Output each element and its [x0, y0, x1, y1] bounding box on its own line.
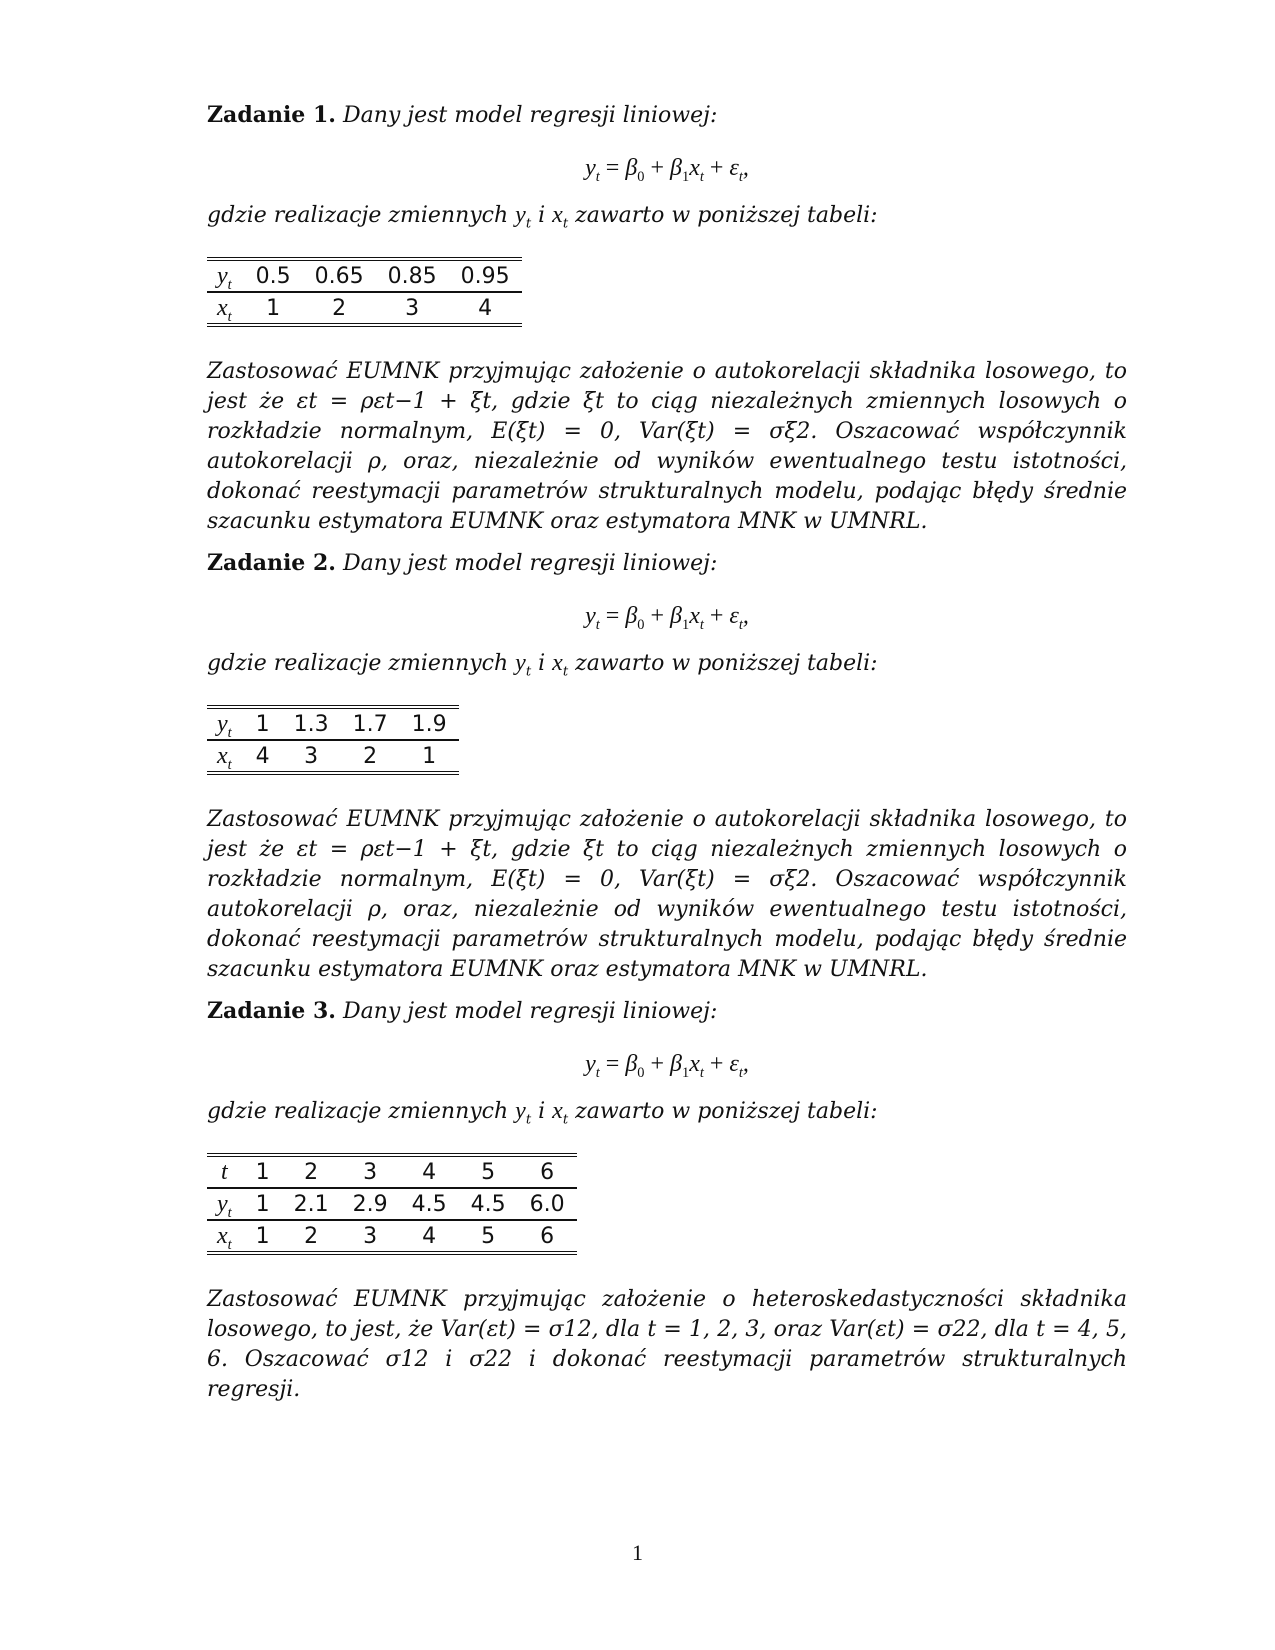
- table-cell: 4: [400, 1220, 459, 1253]
- task-intro: Dany jest model regresji liniowej:: [342, 551, 718, 576]
- row-header: $y_t$: [217, 262, 232, 293]
- table-cell: 3: [376, 292, 449, 325]
- table-cell: 3: [363, 1159, 378, 1185]
- table-cell: 1: [400, 740, 459, 773]
- task-2: [207, 548, 1127, 985]
- task-instruction: Zastosować EUMNK przyjmując założenie o heteroskedastyczności składnika losowego, to jest, że Var(εt) = σ12, dla t = 1, 2, 3, oraz Var(εt) = σ22, dla t = 4, 5, 6. Oszacować σ12 i σ22 i dokonać reestymacji parametrów strukturalnych regresji.: [207, 1287, 1127, 1402]
- table-row: [207, 259, 522, 292]
- table-row: [207, 1220, 577, 1253]
- task-3: [207, 996, 1127, 1405]
- table-row: [207, 1188, 577, 1220]
- table-cell: 1.7: [352, 711, 388, 737]
- table-row: [207, 707, 459, 740]
- table-cell: 2: [304, 1159, 319, 1185]
- row-header: $y_t$: [207, 1188, 244, 1220]
- table-cell: 1: [244, 1220, 282, 1253]
- table-cell: 2: [282, 1220, 341, 1253]
- table-row: [207, 740, 459, 773]
- table-cell: 6.0: [518, 1188, 577, 1220]
- table-cell: 1: [244, 1188, 282, 1220]
- task-heading: [207, 996, 1127, 1027]
- table-cell: 0.65: [314, 263, 364, 289]
- model-equation: $y_t = \beta_0 + \beta_1x_t + \varepsilon_t$,: [585, 603, 749, 633]
- table-cell: 4.5: [400, 1188, 459, 1220]
- table-caption: gdzie realizacje zmiennych $y_t$ i $x_t$ zawarto w poniższej tabeli:: [207, 202, 878, 232]
- table-cell: 1.3: [293, 711, 329, 737]
- table-cell: 1: [255, 1159, 270, 1185]
- task-heading: [207, 100, 1127, 131]
- task-heading: [207, 548, 1127, 579]
- table-cell: 4: [244, 740, 282, 773]
- table-cell: 0.95: [460, 263, 510, 289]
- table-cell: 2.1: [282, 1188, 341, 1220]
- table-cell: 2: [303, 292, 376, 325]
- table-cell: 4: [449, 292, 522, 325]
- table-cell: 4.5: [459, 1188, 518, 1220]
- table-cell: 2.9: [341, 1188, 400, 1220]
- table-cell: 6: [540, 1159, 555, 1185]
- model-equation: $y_t = \beta_0 + \beta_1x_t + \varepsilon_t$,: [585, 1051, 749, 1081]
- table-cell: 4: [422, 1159, 437, 1185]
- table-cell: 1.9: [411, 711, 447, 737]
- table-row: [207, 1155, 577, 1188]
- table-cell: 6: [518, 1220, 577, 1253]
- task-label: Zadanie 3.: [207, 998, 336, 1024]
- row-header: $x_t$: [207, 1220, 244, 1253]
- data-table: [207, 1153, 577, 1255]
- task-label: Zadanie 1.: [207, 102, 336, 128]
- table-cell: 0.5: [255, 263, 291, 289]
- task-instruction: Zastosować EUMNK przyjmując założenie o autokorelacji składnika losowego, to jest że εt = ρεt−1 + ξt, gdzie ξt to ciąg niezależnych zmiennych losowych o rozkładzie normalnym, E(ξt) = 0, Var(ξt) = σξ2. Oszacować współczynnik autokorelacji ρ, oraz, niezależnie od wyników ewentualnego testu istotności, dokonać reestymacji parametrów strukturalnych modelu, podając błędy średnie szacunku estymatora EUMNK oraz estymatora MNK w UMNRL.: [207, 807, 1127, 982]
- task-label: Zadanie 2.: [207, 550, 336, 576]
- page-number: 1: [632, 1540, 643, 1565]
- row-header: $x_t$: [207, 740, 244, 773]
- table-caption: gdzie realizacje zmiennych $y_t$ i $x_t$ zawarto w poniższej tabeli:: [207, 1098, 878, 1128]
- row-header: t: [220, 1158, 228, 1185]
- data-table: [207, 705, 459, 775]
- table-cell: 3: [341, 1220, 400, 1253]
- task-instruction: Zastosować EUMNK przyjmując założenie o autokorelacji składnika losowego, to jest że εt = ρεt−1 + ξt, gdzie ξt to ciąg niezależnych zmiennych losowych o rozkładzie normalnym, E(ξt) = 0, Var(ξt) = σξ2. Oszacować współczynnik autokorelacji ρ, oraz, niezależnie od wyników ewentualnego testu istotności, dokonać reestymacji parametrów strukturalnych modelu, podając błędy średnie szacunku estymatora EUMNK oraz estymatora MNK w UMNRL.: [207, 359, 1127, 534]
- table-caption: gdzie realizacje zmiennych $y_t$ i $x_t$ zawarto w poniższej tabeli:: [207, 650, 878, 680]
- table-cell: 5: [459, 1220, 518, 1253]
- data-table: [207, 257, 522, 327]
- task-intro: Dany jest model regresji liniowej:: [342, 103, 718, 128]
- row-header: $x_t$: [207, 292, 244, 325]
- task-intro: Dany jest model regresji liniowej:: [342, 999, 718, 1024]
- table-row: [207, 292, 522, 325]
- task-1: [207, 100, 1127, 537]
- table-cell: 1: [255, 711, 270, 737]
- table-cell: 2: [341, 740, 400, 773]
- table-cell: 1: [244, 292, 303, 325]
- table-cell: 0.85: [387, 263, 437, 289]
- table-cell: 5: [481, 1159, 496, 1185]
- row-header: $y_t$: [217, 710, 232, 741]
- model-equation: $y_t = \beta_0 + \beta_1x_t + \varepsilon_t$,: [585, 155, 749, 185]
- table-cell: 3: [282, 740, 341, 773]
